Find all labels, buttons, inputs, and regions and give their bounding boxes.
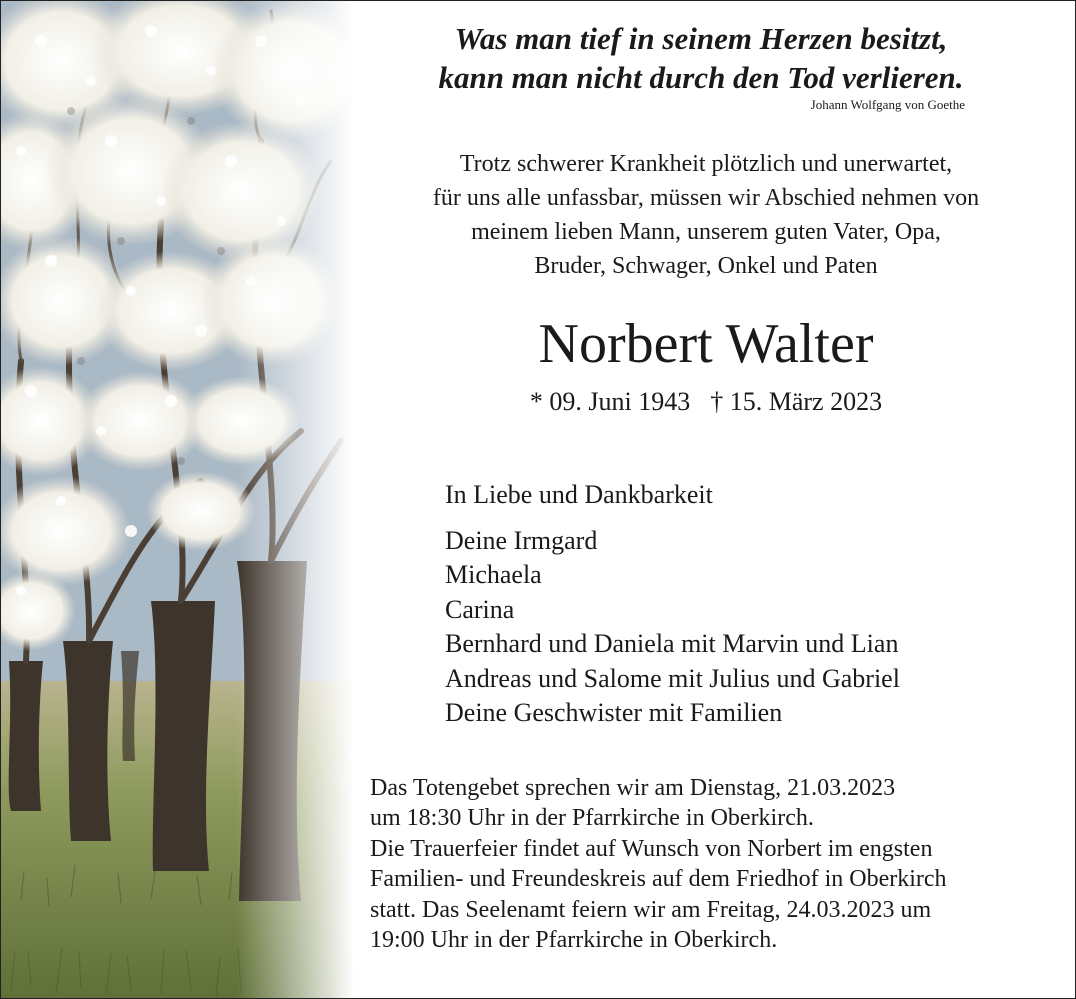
- mourner-entry: Bernhard und Daniela mit Marvin und Lian: [445, 629, 899, 659]
- notice-line: 19:00 Uhr in der Pfarrkirche in Oberkirch.: [370, 927, 778, 954]
- notice-line: Familien- und Freundeskreis auf dem Friedhof in Oberkirch: [370, 866, 947, 893]
- quote-line-2: kann man nicht durch den Tod verlieren.: [438, 60, 964, 95]
- birth-date: * 09. Juni 1943: [529, 387, 691, 416]
- deceased-name: Norbert Walter: [538, 313, 874, 375]
- service-notice: [370, 773, 947, 955]
- intro-text: [361, 147, 1051, 283]
- quote-line-1: Was man tief in seinem Herzen besitzt,: [454, 21, 948, 56]
- cherry-blossom-photo: [1, 1, 381, 998]
- life-dates: [361, 385, 1051, 419]
- mourner-entry: Carina: [445, 594, 515, 624]
- quote-author: Johann Wolfgang von Goethe: [810, 97, 965, 112]
- notice-line: um 18:30 Uhr in der Pfarrkirche in Oberkirch.: [370, 805, 814, 832]
- mourners-list: [445, 524, 900, 730]
- intro-line: für uns alle unfassbar, müssen wir Abschied nehmen von: [432, 185, 980, 211]
- intro-line: meinem lieben Mann, unserem guten Vater, Opa,: [471, 219, 941, 245]
- mourner-entry: Andreas und Salome mit Julius und Gabriel: [445, 663, 900, 693]
- intro-line: Bruder, Schwager, Onkel und Paten: [534, 253, 878, 279]
- mourner-entry: Michaela: [445, 560, 542, 590]
- intro-line: Trotz schwerer Krankheit plötzlich und unerwartet,: [459, 151, 953, 177]
- notice-line: Das Totengebet sprechen wir am Dienstag, 21.03.2023: [370, 775, 896, 801]
- thanks-line: In Liebe und Dankbarkeit: [445, 480, 713, 509]
- death-date: † 15. März 2023: [710, 387, 883, 416]
- notice-line: Die Trauerfeier findet auf Wunsch von Norbert im engsten: [370, 835, 933, 862]
- notice-line: statt. Das Seelenamt feiern wir am Freitag, 24.03.2023 um: [370, 896, 932, 923]
- mourner-entry: Deine Geschwister mit Familien: [445, 698, 783, 728]
- mourner-entry: Deine Irmgard: [445, 526, 598, 555]
